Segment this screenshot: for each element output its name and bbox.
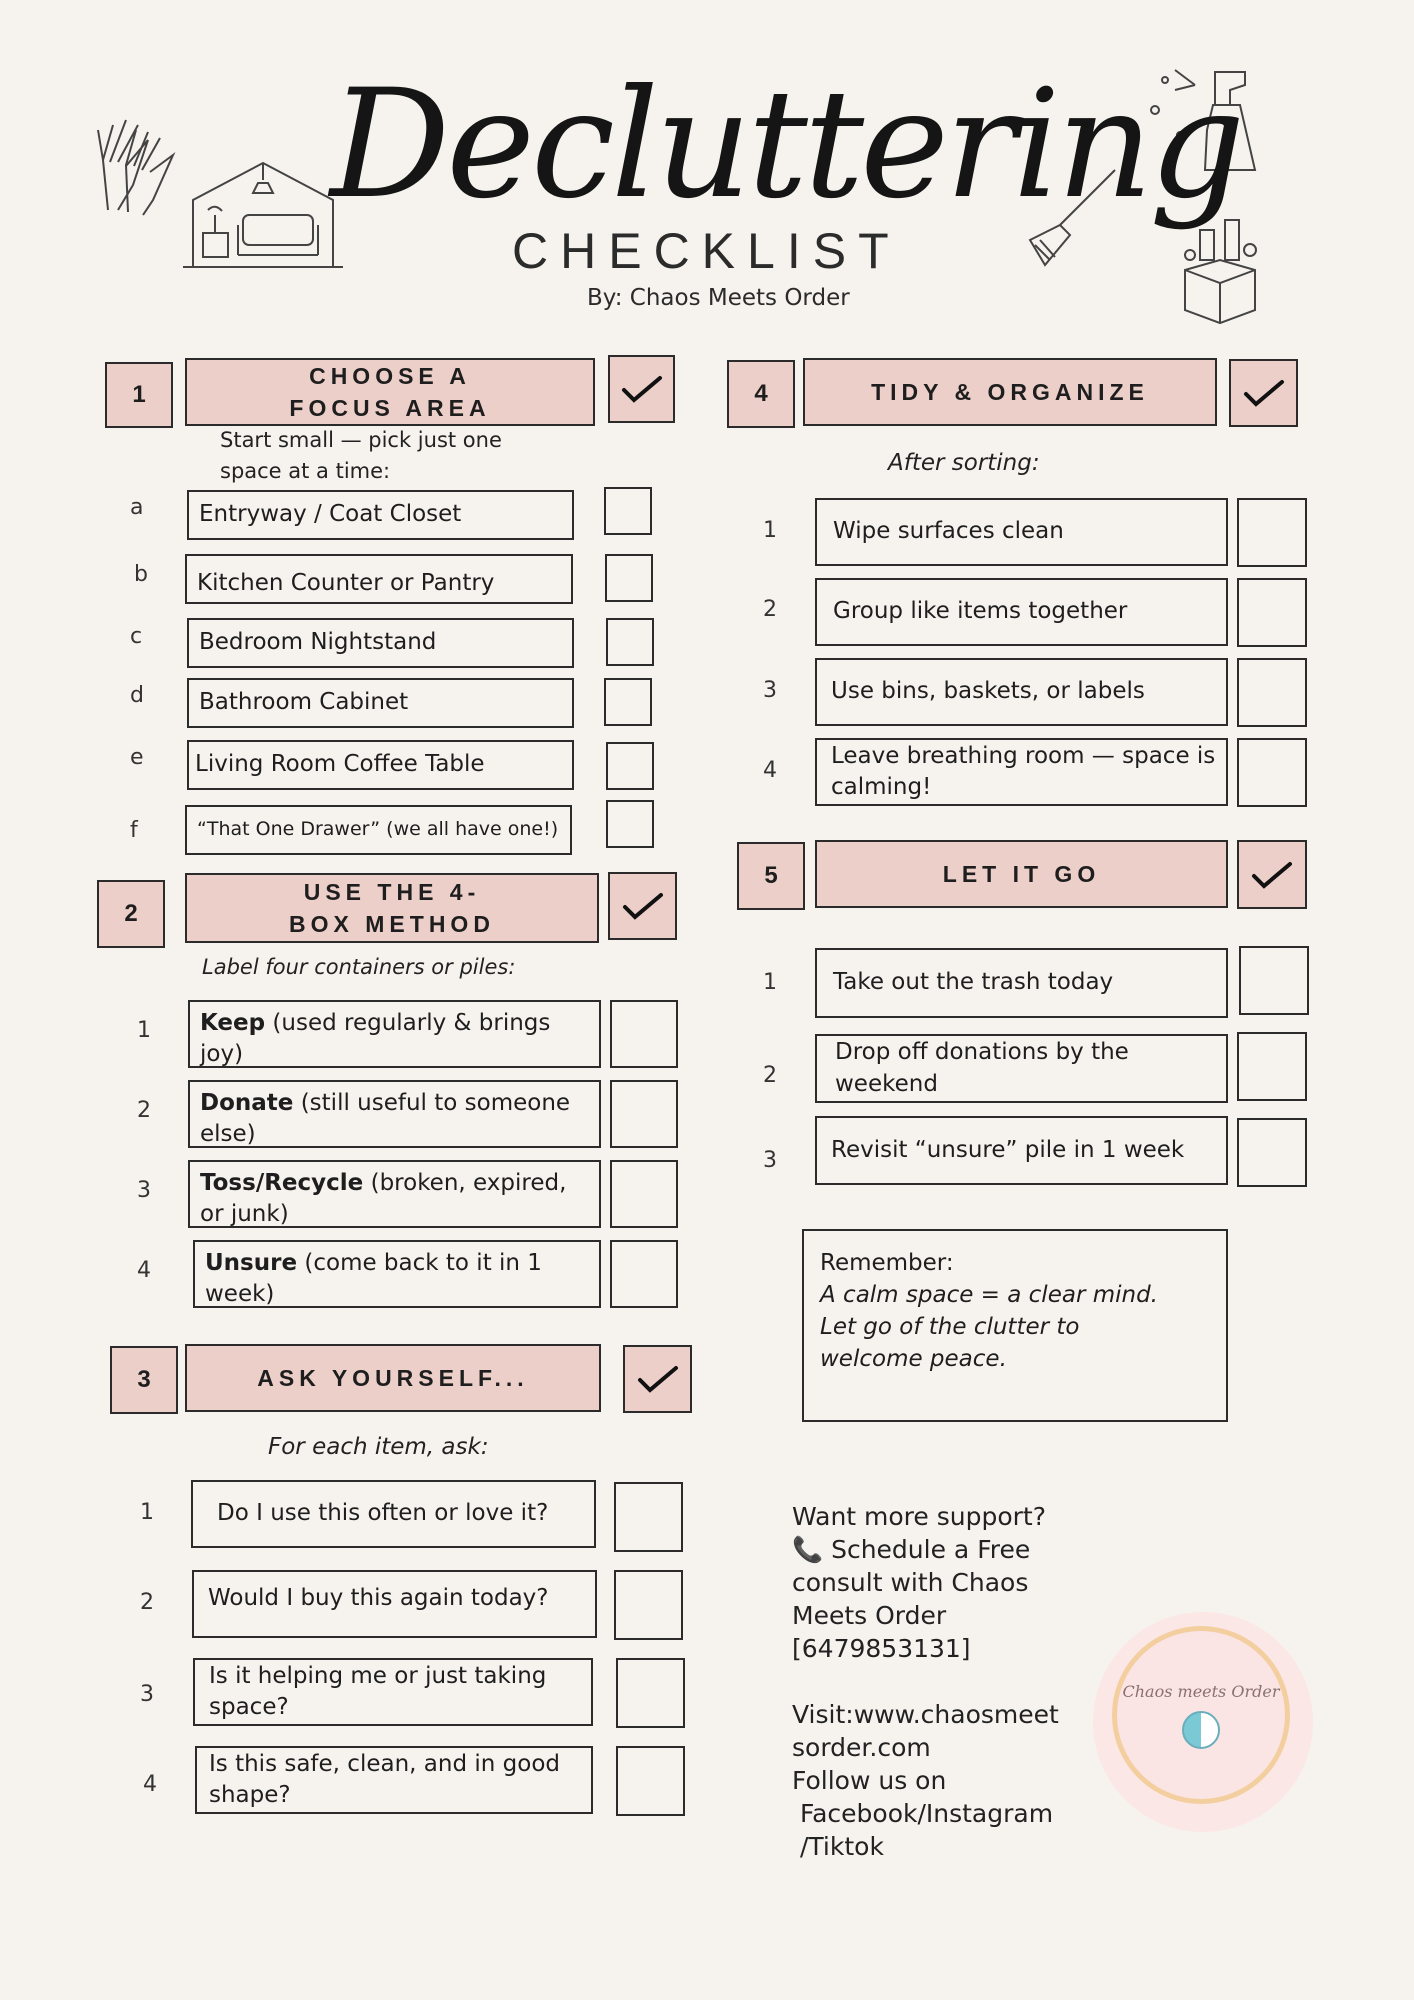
let-go-checkbox[interactable] — [1237, 1032, 1307, 1101]
box-method-label: Donate — [200, 1090, 294, 1116]
support-website[interactable]: Visit:www.chaosmeetsorder.com — [792, 1700, 1059, 1762]
section-4-number: 4 — [727, 360, 795, 428]
section-4-check[interactable] — [1229, 359, 1298, 427]
question-checkbox[interactable] — [614, 1570, 683, 1640]
box-method-label: Unsure — [205, 1250, 298, 1276]
section-3-number: 3 — [110, 1346, 178, 1414]
let-go-item: Revisit “unsure” pile in 1 week — [815, 1116, 1228, 1185]
box-method-checkbox[interactable] — [610, 1240, 678, 1308]
focus-area-checkbox[interactable] — [605, 554, 653, 602]
organize-item: Leave breathing room — space is calming! — [815, 738, 1228, 806]
let-go-checkbox[interactable] — [1239, 946, 1309, 1015]
support-schedule: Schedule a Free consult with Chaos Meets Order [6479853131] — [792, 1535, 1031, 1663]
box-method-item — [188, 1080, 601, 1148]
list-marker: f — [130, 818, 138, 843]
section-1-number: 1 — [105, 362, 173, 428]
list-marker: 3 — [140, 1682, 154, 1707]
focus-area-item: Bathroom Cabinet — [187, 678, 574, 728]
question-checkbox[interactable] — [616, 1746, 685, 1816]
list-marker: b — [134, 562, 148, 587]
section-1-check[interactable] — [608, 355, 675, 423]
page-subtitle: CHECKLIST — [512, 223, 901, 279]
list-marker: 2 — [763, 1063, 777, 1088]
logo-text: Chaos meets Order — [1122, 1681, 1280, 1701]
question-checkbox[interactable] — [616, 1658, 685, 1728]
support-social: Follow us on Facebook/Instagram /Tiktok — [792, 1766, 1054, 1861]
box-method-checkbox[interactable] — [610, 1160, 678, 1228]
organize-checkbox[interactable] — [1237, 578, 1307, 647]
section-3-intro: For each item, ask: — [268, 1434, 489, 1460]
box-method-item — [193, 1240, 601, 1308]
section-4-title: TIDY & ORGANIZE — [803, 358, 1217, 426]
checkmark-icon — [621, 891, 665, 921]
section-2-check[interactable] — [608, 872, 677, 940]
list-marker: a — [130, 495, 144, 520]
section-4-intro: After sorting: — [888, 450, 1040, 476]
remember-quote: A calm space = a clear mind. Let go of the clutter to welcome peace. — [820, 1282, 1158, 1372]
box-method-desc: (still useful to someone else) — [200, 1090, 571, 1148]
house-icon — [178, 155, 348, 270]
section-3-check[interactable] — [623, 1345, 692, 1413]
list-marker: 1 — [763, 970, 777, 995]
list-marker: e — [130, 745, 144, 770]
section-2-title: USE THE 4-BOX METHOD — [185, 873, 599, 943]
focus-area-item: Living Room Coffee Table — [187, 740, 574, 790]
box-method-desc: (broken, expired, or junk) — [200, 1170, 567, 1228]
list-marker: 1 — [763, 518, 777, 543]
box-method-checkbox[interactable] — [610, 1080, 678, 1148]
focus-area-item: Kitchen Counter or Pantry — [185, 554, 573, 604]
list-marker: 3 — [763, 678, 777, 703]
let-go-item: Take out the trash today — [815, 948, 1228, 1018]
list-marker: 1 — [140, 1500, 154, 1525]
checkmark-icon — [1250, 860, 1294, 890]
box-method-checkbox[interactable] — [610, 1000, 678, 1068]
organize-item: Group like items together — [815, 578, 1228, 646]
section-1-title: CHOOSE A FOCUS AREA — [185, 358, 595, 426]
support-question: Want more support? — [792, 1502, 1046, 1531]
checkmark-icon — [1242, 378, 1286, 408]
byline: By: Chaos Meets Order — [587, 285, 850, 311]
section-2-number: 2 — [97, 880, 165, 948]
question-item: Is it helping me or just taking space? — [193, 1658, 593, 1726]
list-marker: 4 — [143, 1772, 157, 1797]
organize-item: Use bins, baskets, or labels — [815, 658, 1228, 726]
organize-checkbox[interactable] — [1237, 658, 1307, 727]
section-2-intro: Label four containers or piles: — [202, 955, 516, 979]
section-5-number: 5 — [737, 842, 805, 910]
question-item: Is this safe, clean, and in good shape? — [195, 1746, 593, 1814]
organize-checkbox[interactable] — [1237, 738, 1307, 807]
list-marker: 2 — [140, 1590, 154, 1615]
section-5-check[interactable] — [1237, 840, 1307, 909]
list-marker: c — [130, 624, 143, 649]
let-go-checkbox[interactable] — [1237, 1118, 1307, 1187]
chaos-meets-order-logo — [1112, 1626, 1290, 1804]
focus-area-checkbox[interactable] — [604, 487, 652, 535]
focus-area-checkbox[interactable] — [606, 800, 654, 848]
gloves-icon — [88, 100, 183, 220]
focus-area-item: “That One Drawer” (we all have one!) — [185, 805, 572, 855]
box-method-label: Toss/Recycle — [200, 1170, 364, 1196]
checkmark-icon — [636, 1364, 680, 1394]
list-marker: 4 — [137, 1258, 151, 1283]
section-1-intro: Start small — pick just one space at a time: — [220, 428, 502, 483]
list-marker: 2 — [137, 1098, 151, 1123]
focus-area-checkbox[interactable] — [606, 618, 654, 666]
box-method-item — [188, 1000, 601, 1068]
phone-icon: 📞 — [792, 1535, 824, 1564]
list-marker: 1 — [137, 1018, 151, 1043]
box-method-item — [188, 1160, 601, 1228]
section-3-title: ASK YOURSELF... — [185, 1344, 601, 1412]
focus-area-item: Bedroom Nightstand — [187, 618, 574, 668]
organize-item: Wipe surfaces clean — [815, 498, 1228, 566]
focus-area-checkbox[interactable] — [606, 742, 654, 790]
focus-area-checkbox[interactable] — [604, 678, 652, 726]
support-block — [792, 1500, 1062, 1863]
list-marker: 3 — [763, 1148, 777, 1173]
list-marker: 4 — [763, 758, 777, 783]
list-marker: 2 — [763, 597, 777, 622]
list-marker: d — [130, 683, 144, 708]
box-method-label: Keep — [200, 1010, 266, 1036]
let-go-item: Drop off donations by the weekend — [815, 1034, 1228, 1103]
checkmark-icon — [620, 374, 664, 404]
list-marker: 3 — [137, 1178, 151, 1203]
page-title: Decluttering — [330, 58, 1242, 232]
organize-checkbox[interactable] — [1237, 498, 1307, 567]
section-5-title: LET IT GO — [815, 840, 1228, 908]
remember-label: Remember: — [820, 1250, 954, 1276]
question-item: Would I buy this again today? — [192, 1570, 597, 1638]
box-method-desc: (come back to it in 1 week) — [205, 1250, 542, 1308]
question-item: Do I use this often or love it? — [191, 1480, 596, 1548]
focus-area-item: Entryway / Coat Closet — [187, 490, 574, 540]
yin-yang-icon — [1182, 1711, 1220, 1749]
box-method-desc: (used regularly & brings joy) — [200, 1010, 551, 1068]
remember-box — [802, 1229, 1228, 1422]
question-checkbox[interactable] — [614, 1482, 683, 1552]
